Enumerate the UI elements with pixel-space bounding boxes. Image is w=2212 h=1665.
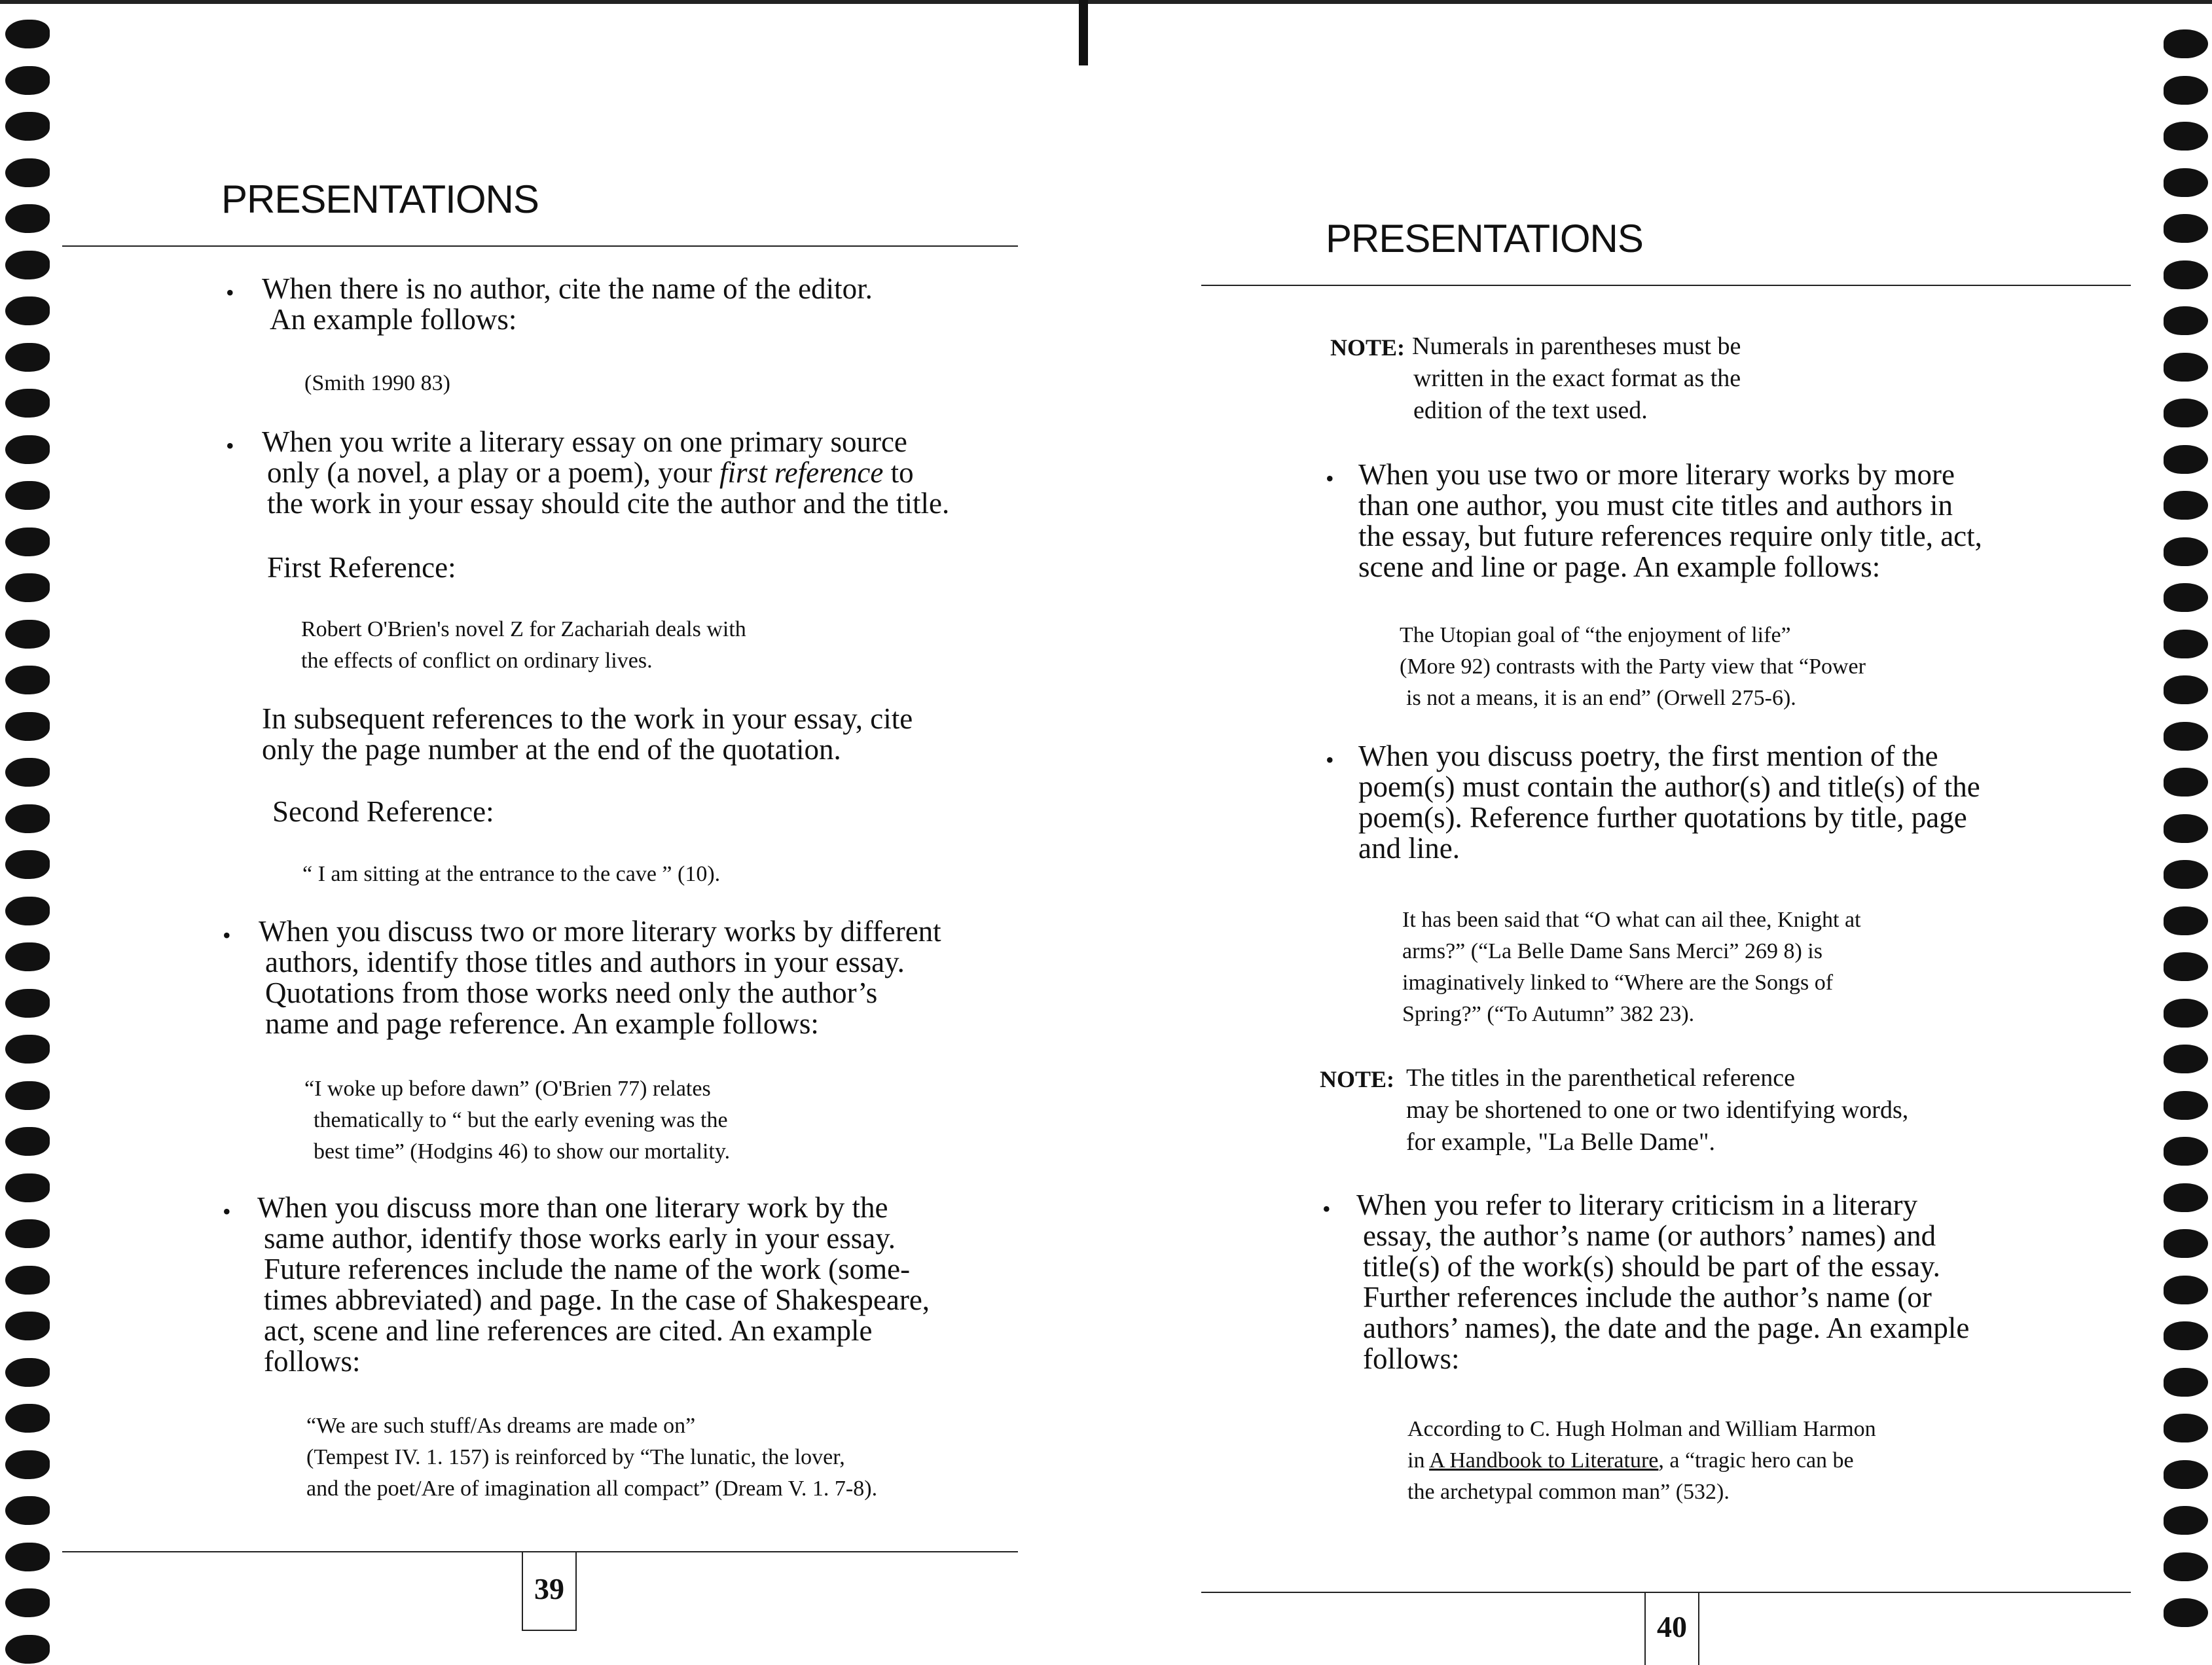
example-second-reference: “ I am sitting at the entrance to the cave ” (10). — [302, 862, 721, 886]
binding-coil — [5, 573, 50, 602]
binding-coil — [2164, 1321, 2208, 1350]
binding-coil — [5, 251, 50, 279]
binding-coil — [2164, 1045, 2208, 1073]
binding-coil — [2164, 630, 2208, 658]
bullet-3-text: When you refer to literary criticism in a literary essay, the author’s name (or authors’ names) and title(s) of the work(s) should be part of the essay. Further references include the author’s name (or authors’ names), the date and the page. An example follows: — [1356, 1189, 1970, 1375]
header-rule — [62, 245, 1018, 247]
binding-coil — [2164, 999, 2208, 1028]
bullet-marker: • — [223, 1198, 231, 1225]
example-utopian: The Utopian goal of “the enjoyment of life” (More 92) contrasts with the Party view that “Power is not a means, it is an end” (Orwell 275-6). — [1400, 623, 1866, 710]
binding-coil — [2164, 1414, 2208, 1442]
binding-coil — [5, 850, 50, 879]
example-criticism: According to C. Hugh Holman and William Harmon in A Handbook to Literature, a “tragic hero can be the archetypal common man” (532). — [1407, 1417, 1876, 1504]
binding-coil — [5, 1450, 50, 1479]
binding-coil — [2164, 1368, 2208, 1397]
spiral-binding-right — [2153, 0, 2212, 1665]
page-number: 39 — [522, 1552, 577, 1631]
page-header: PRESENTATIONS — [1326, 217, 1643, 260]
binding-coil — [5, 20, 50, 48]
binding-coil — [2164, 122, 2208, 151]
bullet-marker: • — [1326, 465, 1334, 492]
binding-coil — [5, 1035, 50, 1064]
binding-coil — [5, 343, 50, 372]
binding-coil — [5, 1219, 50, 1248]
binding-coil — [2164, 1229, 2208, 1258]
bullet-marker: • — [226, 279, 234, 306]
bullet-2-text: When you write a literary essay on one primary source only (a novel, a play or a poem), your first reference to the work in your essay should cite the author and the title. — [262, 425, 950, 520]
binding-coil — [5, 158, 50, 187]
bullet-marker: • — [223, 922, 231, 948]
binding-coil — [5, 666, 50, 694]
binding-coil — [5, 1081, 50, 1110]
spiral-binding-left — [0, 0, 59, 1665]
binding-coil — [5, 804, 50, 833]
binding-coil — [2164, 1598, 2208, 1627]
binding-coil — [5, 1588, 50, 1617]
binding-coil — [5, 1266, 50, 1295]
binding-coil — [2164, 768, 2208, 797]
binding-coil — [2164, 1183, 2208, 1212]
bullet-marker: • — [1322, 1196, 1331, 1222]
example-first-reference: Robert O'Brien's novel Z for Zachariah deals with the effects of conflict on ordinary lives. — [301, 617, 746, 673]
binding-coil — [2164, 491, 2208, 520]
subsequent-reference-text: In subsequent references to the work in your essay, cite only the page number at the end of the quotation. — [262, 702, 913, 766]
binding-coil — [5, 435, 50, 464]
binding-coil — [2164, 1276, 2208, 1304]
note-2-text: The titles in the parenthetical reference may be shortened to one or two identifying words, for example, "La Belle Dame". — [1406, 1064, 1909, 1156]
binding-coil — [2164, 399, 2208, 427]
binding-coil — [2164, 722, 2208, 751]
page-header: PRESENTATIONS — [221, 177, 539, 221]
binding-coil — [2164, 76, 2208, 105]
second-reference-label: Second Reference: — [272, 795, 494, 828]
bullet-3-text: When you discuss two or more literary works by different authors, identify those titles and authors in your essay. Quotations from those works need only the author’s name and page reference. An example follows: — [259, 915, 941, 1040]
binding-coil — [2164, 537, 2208, 566]
binding-coil — [5, 1635, 50, 1664]
binding-coil — [2164, 353, 2208, 382]
binding-coil — [5, 897, 50, 925]
binding-coil — [5, 758, 50, 787]
example-smith: (Smith 1990 83) — [304, 371, 450, 395]
binding-coil — [5, 1312, 50, 1340]
binding-coil — [2164, 814, 2208, 843]
binding-coil — [2164, 306, 2208, 335]
bullet-2-text: When you discuss poetry, the first mention of the poem(s) must contain the author(s) and title(s) of the poem(s). Reference further quotations by title, page and line. — [1358, 740, 1980, 865]
binding-coil — [5, 481, 50, 510]
binding-coil — [5, 942, 50, 971]
binding-coil — [5, 1496, 50, 1525]
binding-coil — [2164, 583, 2208, 612]
binding-coil — [2164, 1552, 2208, 1581]
binding-coil — [2164, 1091, 2208, 1120]
note-1-text: Numerals in parentheses must be written in the exact format as the edition of the text used. — [1412, 332, 1741, 424]
binding-coil — [5, 1358, 50, 1387]
bullet-4-text: When you discuss more than one literary work by the same author, identify those works early in your essay. Future references include the name of the work (some- times abbreviated) and page. In the case of Shakespeare, act, scene and line references are cited. An example follows: — [257, 1191, 930, 1378]
left-page — [0, 0, 1093, 1665]
binding-coil — [5, 1173, 50, 1202]
binding-coil — [2164, 1506, 2208, 1535]
example-shakespeare: “We are such stuff/As dreams are made on” (Tempest IV. 1. 157) is reinforced by “The lunatic, the lover, and the poet/Are of imagination all compact” (Dream V. 1. 7-8). — [306, 1414, 878, 1501]
binding-coil — [5, 1127, 50, 1156]
binding-coil — [2164, 1460, 2208, 1489]
page-number: 40 — [1644, 1593, 1699, 1665]
example-obrien-hodgins: “I woke up before dawn” (O'Brien 77) relates thematically to “ but the early evening was the best time” (Hodgins 46) to show our mortality. — [304, 1077, 731, 1164]
binding-coil — [5, 296, 50, 325]
binding-coil — [2164, 675, 2208, 704]
bullet-1-text: When there is no author, cite the name of the editor. An example follows: — [262, 272, 873, 336]
binding-coil — [2164, 906, 2208, 935]
bullet-marker: • — [1326, 747, 1334, 773]
binding-coil — [2164, 860, 2208, 889]
note-label: NOTE: — [1320, 1066, 1395, 1092]
binding-coil — [5, 989, 50, 1018]
binding-coil — [5, 204, 50, 233]
binding-coil — [2164, 260, 2208, 289]
binding-coil — [5, 1543, 50, 1571]
bullet-1-text: When you use two or more literary works by more than one author, you must cite titles and authors in the essay, but future references require only title, act, scene and line or page. An example follows: — [1358, 458, 1982, 583]
binding-coil — [5, 712, 50, 741]
binding-coil — [5, 112, 50, 141]
example-poetry: It has been said that “O what can ail thee, Knight at arms?” (“La Belle Dame Sans Merci” 269 8) is imaginatively linked to “Where are the Songs of Spring?” (“To Autumn” 382 23). — [1402, 908, 1861, 1026]
note-label: NOTE: — [1330, 334, 1405, 361]
binding-coil — [5, 389, 50, 418]
binding-coil — [2164, 445, 2208, 474]
binding-coil — [2164, 214, 2208, 243]
binding-coil — [5, 1404, 50, 1433]
bullet-marker: • — [226, 433, 234, 459]
right-page — [1093, 0, 2212, 1665]
binding-coil — [5, 620, 50, 649]
header-rule — [1201, 285, 2131, 286]
first-reference-label: First Reference: — [267, 551, 456, 584]
binding-coil — [2164, 168, 2208, 197]
binding-coil — [5, 528, 50, 556]
binding-coil — [5, 66, 50, 95]
gutter-shadow — [1079, 0, 1088, 65]
binding-coil — [2164, 952, 2208, 981]
binding-coil — [2164, 1137, 2208, 1166]
binding-coil — [2164, 29, 2208, 58]
